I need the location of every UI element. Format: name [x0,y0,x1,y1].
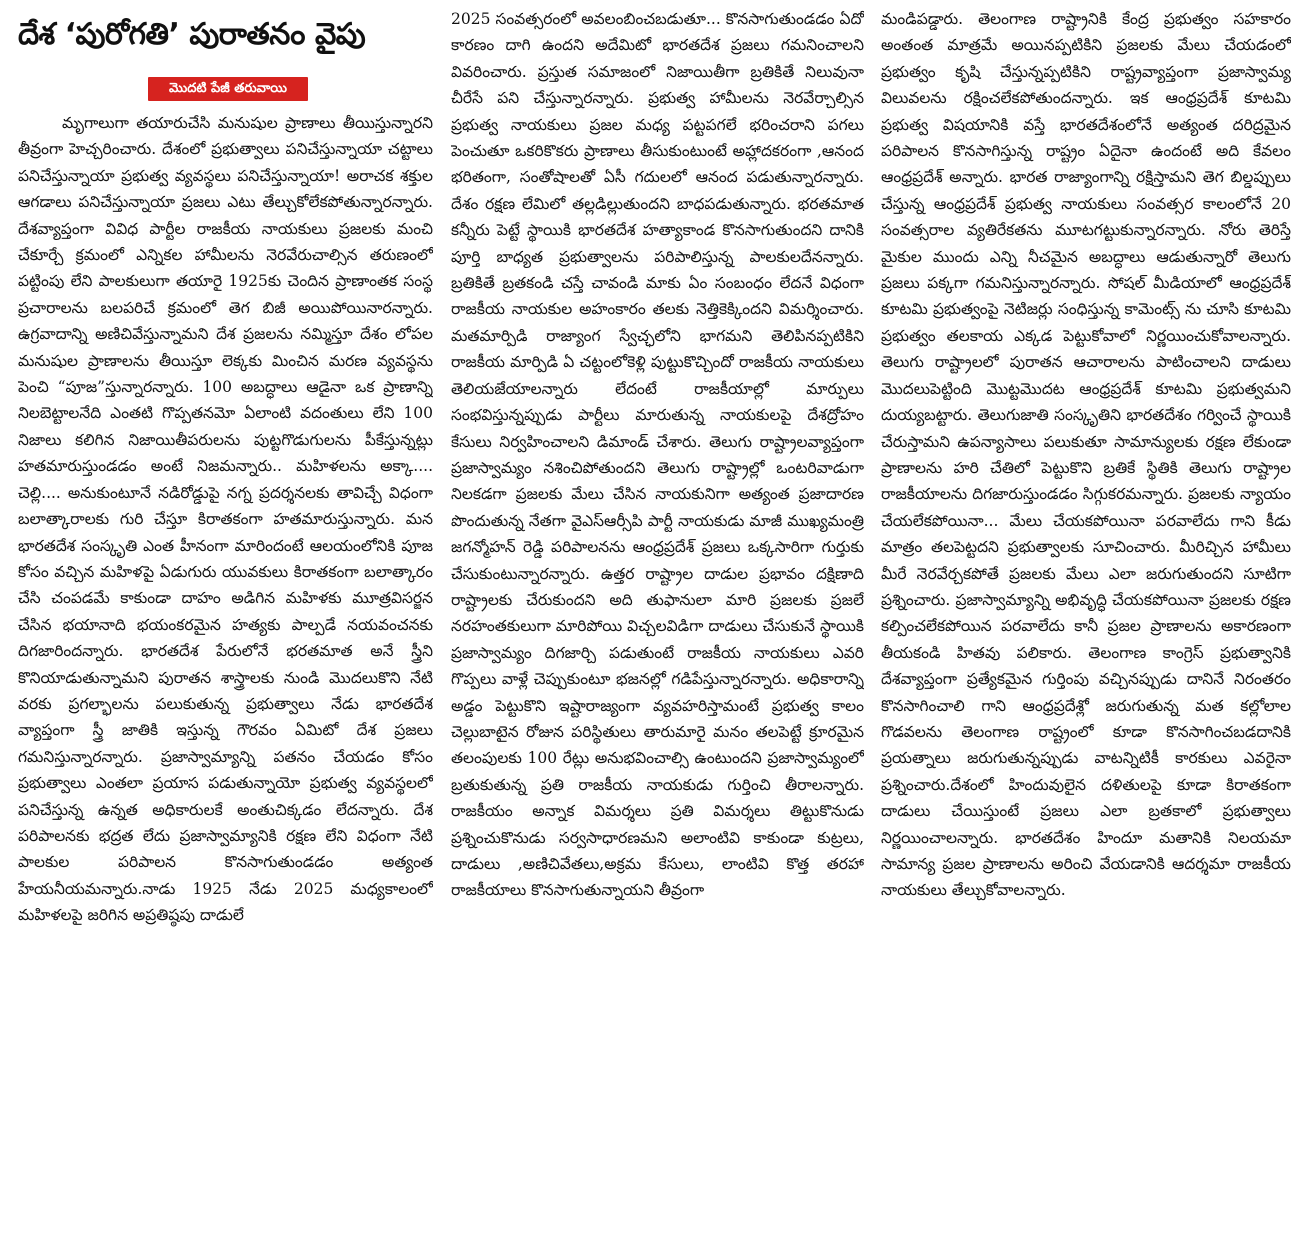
article-column-2 [451,6,864,1240]
column-2-text: 2025 సంవత్సరంలో అవలంబించబడుతూ... కొనసాగుతుండడం ఏదో కారణం దాగి ఉందని అదేమిటో భారతదేశ ప్రజలు గమనించాలని వివరించారు. ప్రస్తుత సమాజంలో నిజాయితీగా బ్రతికితే నిలువునా చీరేసే పని చేస్తున్నారన్నారు. ప్రభుత్వ హామీలను నెరవేర్చాల్సిన ప్రభుత్వ నాయకులు ప్రజల మధ్య పట్టపగలే భరించరాని పగలు పెంచుతూ ఒకరికొకరు ప్రాణాలు తీసుకుంటుంటే అహ్లాదకరంగా ,ఆనంద భరితంగా, సంతోషాలతో ఏసీ గదులలో ఆనంద పడుతున్నారన్నారు. దేశం రక్షణ లేమిలో తల్లడిల్లుతుందని బాధపడుతున్నారు. భరతమాత కన్నీరు పెట్టే స్థాయికి భారతదేశ హత్యాకాండ కొనసాగుతుందని దానికి పూర్తి బాధ్యత ప్రభుత్వాలను పరిపాలిస్తున్న పాలకులదేనన్నారు. బ్రతికితే బ్రతకండి చస్తే చావండి మాకు ఏం సంబంధం లేదనే విధంగా రాజకీయ నాయకుల అహంకారం తలకు నెత్తికెక్కిందని విమర్శించారు. మతమార్పిడి రాజ్యాంగ స్వేచ్ఛలోని భాగమని తెలిపినప్పటికిని రాజకీయ మార్పిడి ఏ చట్టంలోకెళ్లి పుట్టుకొచ్చిందో రాజకీయ నాయకులు తెలియజేయాలన్నారు లేదంటే రాజకీయాల్లో మార్పులు సంభవిస్తున్నప్పుడు పార్టీలు మారుతున్న నాయకులపై దేశద్రోహం కేసులు నిర్వహించాలని డిమాండ్ చేశారు. తెలుగు రాష్ట్రాలవ్యాప్తంగా ప్రజాస్వామ్యం నశించిపోతుందని తెలుగు రాష్ట్రాల్లో ఒంటరివాడుగా నిలకడగా ప్రజలకు మేలు చేసిన నాయకునిగా అత్యంత ప్రజాదారణ పొందుతున్న నేతగా వైఎస్ఆర్సీపి పార్టీ నాయకుడు మాజీ ముఖ్యమంత్రి జగన్మోహన్ రెడ్డి పరిపాలనను ఆంధ్రప్రదేశ్ ప్రజలు ఒక్కసారిగా గుర్తుకు చేసుకుంటున్నారన్నారు. ఉత్తర రాష్ట్రాల దాడుల ప్రభావం దక్షిణాది రాష్ట్రాలకు చేరుకుందని అది తుఫానులా మారి ప్రజలకు ప్రజలే నరహంతకులుగా మారిపోయి విచ్చలవిడిగా దాడులు చేసుకునే స్థాయికి ప్రజాస్వామ్యం దిగజార్చి పడుతుంటే రాజకీయ నాయకులు ఎవరి గొప్పలు వాళ్లే చెప్పుకుంటూ భజనల్లో గడిపేస్తున్నారన్నారు. అధికారాన్ని అడ్డం పెట్టుకొని ఇష్టారాజ్యంగా వ్యవహరిస్తామంటే ప్రభుత్వ కాలం చెల్లుబాటైన రోజున పరిస్థితులు తారుమారై మనం తలపెట్టే క్రూరమైన తలంపులకు 100 రేట్లు అనుభవించాల్సి ఉంటుందని ప్రజాస్వామ్యంలో బ్రతుకుతున్న ప్రతి రాజకీయ నాయకుడు గుర్తించి తీరాలన్నారు. రాజకీయం అన్నాక విమర్శలు ప్రతి విమర్శలు తిట్టుకొనుడు ప్రశ్నించుకొనుడు సర్వసాధారణమని అలాంటివి కాకుండా కుట్రలు, దాడులు ,అణిచివేతలు,అక్రమ కేసులు, లాంటివి కొత్త తరహా రాజకీయాలు కొనసాగుతున్నాయని తీవ్రంగా [451,10,864,900]
column-1-text [18,110,433,929]
column-3-text: మండిపడ్డారు. తెలంగాణ రాష్ట్రానికి కేంద్ర ప్రభుత్వం సహకారం అంతంత మాత్రమే అయినప్పటికిని ప్రజలకు మేలు చేయడంలో ప్రభుత్వం కృషి చేస్తున్నప్పటికిని రాష్ట్రవ్యాప్తంగా ప్రజాస్వామ్య విలువలను రక్షించలేకపోతుందన్నారు. ఇక ఆంధ్రప్రదేశ్ కూటమి ప్రభుత్వ విషయానికి వస్తే భారతదేశంలోనే అత్యంత దరిద్రమైన పరిపాలన కొనసాగిస్తున్న రాష్ట్రం ఏదైనా ఉందంటే అది కేవలం ఆంధ్రప్రదేశ్ అన్నారు. భారత రాజ్యాంగాన్ని రక్షిస్తామని తెగ బిల్డప్పులు చేస్తున్న ఆంధ్రప్రదేశ్ ప్రభుత్వ నాయకులు సంవత్సర కాలంలోనే 20 సంవత్సరాల వ్యతిరేకతను మూటగట్టుకున్నారన్నారు. నోరు తెరిస్తే మైకుల ముందు ఎన్ని నీచమైన అబద్ధాలు ఆడుతున్నారో తెలుగు ప్రజలు పక్కగా గమనిస్తున్నారన్నారు. సోషల్ మీడియాలో ఆంధ్రప్రదేశ్ కూటమి ప్రభుత్వంపై నెటిజర్లు సంధిస్తున్న కామెంట్స్ ను చూసి కూటమి ప్రభుత్వం తలకాయ ఎక్కడ పెట్టుకోవాలో నిర్ణయించుకోవాలన్నారు. తెలుగు రాష్ట్రాలలో పురాతన ఆచారాలను పాటించాలని దాడులు మొదలుపెట్టింది మొట్టమొదట ఆంధ్రప్రదేశ్ కూటమి ప్రభుత్వమని దుయ్యబట్టారు. తెలుగుజాతి సంస్కృతిని భారతదేశం గర్వించే స్థాయికి చేరుస్తామని ఉపన్యాసాలు పలుకుతూ సామాన్యులకు రక్షణ లేకుండా ప్రాణాలను హరి చేతిలో పెట్టుకొని బ్రతికే స్థితికి తెలుగు రాష్ట్రాల రాజకీయాలను దిగజారుస్తుండడం సిగ్గుకరమన్నారు. ప్రజలకు న్యాయం చేయలేకపోయినా... మేలు చేయకపోయినా పరవాలేదు గాని కీడు మాత్రం తలపెట్టదని ప్రభుత్వాలకు సూచించారు. మీరిచ్చిన హామీలు మీరే నెరవేర్చకపోతే ప్రజలకు మేలు ఎలా జరుగుతుందని సూటిగా ప్రశ్నించారు. ప్రజాస్వామ్యాన్ని అభివృద్ధి చేయకపోయినా ప్రజలకు రక్షణ కల్పించలేకపోయిన పరవాలేదు కానీ ప్రజల ప్రాణాలను అకారణంగా తీయకండి హితవు పలికారు. తెలంగాణ కాంగ్రెస్ ప్రభుత్వానికి దేశవ్యాప్తంగా ప్రత్యేకమైన గుర్తింపు వచ్చినప్పుడు దానినే నిరంతరం కొనసాగించాలి గాని ఆంధ్రప్రదేశ్లో జరుగుతున్న మత కల్లోలాల గొడవలను తెలంగాణ రాష్ట్రంలో కూడా కొనసాగించబడదానికి ప్రయత్నాలు జరుగుతున్నప్పుడు వాటన్నిటికీ కారకులు ఎవరైనా ప్రశ్నించారు.దేశంలో హిందువులైన దళితులపై కూడా కిరాతకంగా దాడులు చేయిస్తుంటే ప్రజలు ఎలా బ్రతకాలో ప్రభుత్వాలు నిర్ణయించాలన్నారు. భారతదేశం హిందూ మతానికి నిలయమా సామాన్య ప్రజల ప్రాణాలను అరించి వేయడానికి ఆదర్శమా రాజకీయ నాయకులు తేల్చుకోవాలన్నారు. [881,10,1291,900]
article-column-3 [881,6,1291,1200]
continued-from-front-page-label: మొదటి పేజీ తరువాయి [148,77,308,101]
article-headline: దేశ ‘పురోగతి’ పురాతనం వైపు [18,17,366,52]
article-column-1 [18,110,433,1240]
column-1-body: మృగాలుగా తయారుచేసి మనుషుల ప్రాణాలు తీయిస్తున్నారని తీవ్రంగా హెచ్చరించారు. దేశంలో ప్రభుత్వాలు పనిచేస్తున్నాయా చట్టాలు పనిచేస్తున్నాయా ప్రభుత్వ వ్యవస్థలు పనిచేస్తున్నాయా! అరాచక శక్తుల ఆగడాలు పనిచేస్తున్నాయా ప్రజలు ఎటు తేల్చుకోలేకపోతున్నారన్నారు. దేశవ్యాప్తంగా వివిధ పార్టీల రాజకీయ నాయకులు ప్రజలకు మంచి చేకూర్చే క్రమంలో ఎన్నికల హామీలను నెరవేరుచాల్సిన తరుణంలో పట్టింపు లేని పాలకులుగా తయారై 1925కు చెందిన ప్రాణాంతక సంస్థ ప్రచారాలను బలపరిచే క్రమంలో తెగ బిజీ అయిపోయినారన్నారు. ఉగ్రవాదాన్ని అణిచివేస్తున్నామని దేశ ప్రజలను నమ్మిస్తూ దేశం లోపల మనుషుల ప్రాణాలను తీయిస్తూ లెక్కకు మించిన మరణ వ్యవస్థను పెంచి “పూజ”స్తున్నారన్నారు. 100 అబద్ధాలు ఆడైనా ఒక ప్రాణాన్ని నిలబెట్టాలనేది ఎంతటి గొప్పతనమో ఏలాంటి వదంతులు లేని 100 నిజాలు కలిగిన నిజాయితీపరులను పుట్టగొడుగులను పీకేస్తున్నట్లు హతమారుస్తుండడం అంటే నిజమన్నారు.. మహిళలను అక్కా.... చెల్లి.... అనుకుంటూనే నడిరోడ్డుపై నగ్న ప్రదర్శనలకు తావిచ్చే విధంగా బలాత్కారాలకు గురి చేస్తూ కిరాతకంగా హతమారుస్తున్నారు. మన భారతదేశ సంస్కృతి ఎంత హీనంగా మారిందంటే ఆలయంలోనికి పూజ కోసం వచ్చిన మహిళపై ఏడుగురు యువకులు కిరాతకంగా బలాత్కారం చేసి చంపడమే కాకుండా దాహం అడిగిన మహిళకు మూత్రవిసర్జన చేసిన భయానాది భయంకరమైన హత్యకు పాల్పడే నయవంచనకు దిగజారిందన్నారు. భారతదేశ పేరులోనే భరతమాత అనే స్త్రీని కొనియాడుతున్నామని పురాతన శాస్త్రాలకు నుండి మొదలుకొని నేటి వరకు ప్రగల్భాలను పలుకుతున్న ప్రభుత్వాలు నేడు భారతదేశ వ్యాప్తంగా స్త్రీ జాతికి ఇస్తున్న గౌరవం ఏమిటో దేశ ప్రజలు గమనిస్తున్నారన్నారు. ప్రజాస్వామ్యాన్ని పతనం చేయడం కోసం ప్రభుత్వాలు ఎంతలా ప్రయాస పడుతున్నాయో ప్రభుత్వ వ్యవస్థలలో పనిచేస్తున్న ఉన్నత అధికారులకే అంతుచిక్కడం లేదన్నారు. దేశ పరిపాలనకు భద్రత లేదు ప్రజాస్వామ్యానికి రక్షణ లేని విధంగా నేటి పాలకుల పరిపాలన కొనసాగుతుండడం అత్యంత హేయనీయమన్నారు.నాడు 1925 నేడు 2025 మధ్యకాలంలో మహిళలపై జరిగిన అప్రతిష్ఠపు దాడులే [18,114,433,925]
